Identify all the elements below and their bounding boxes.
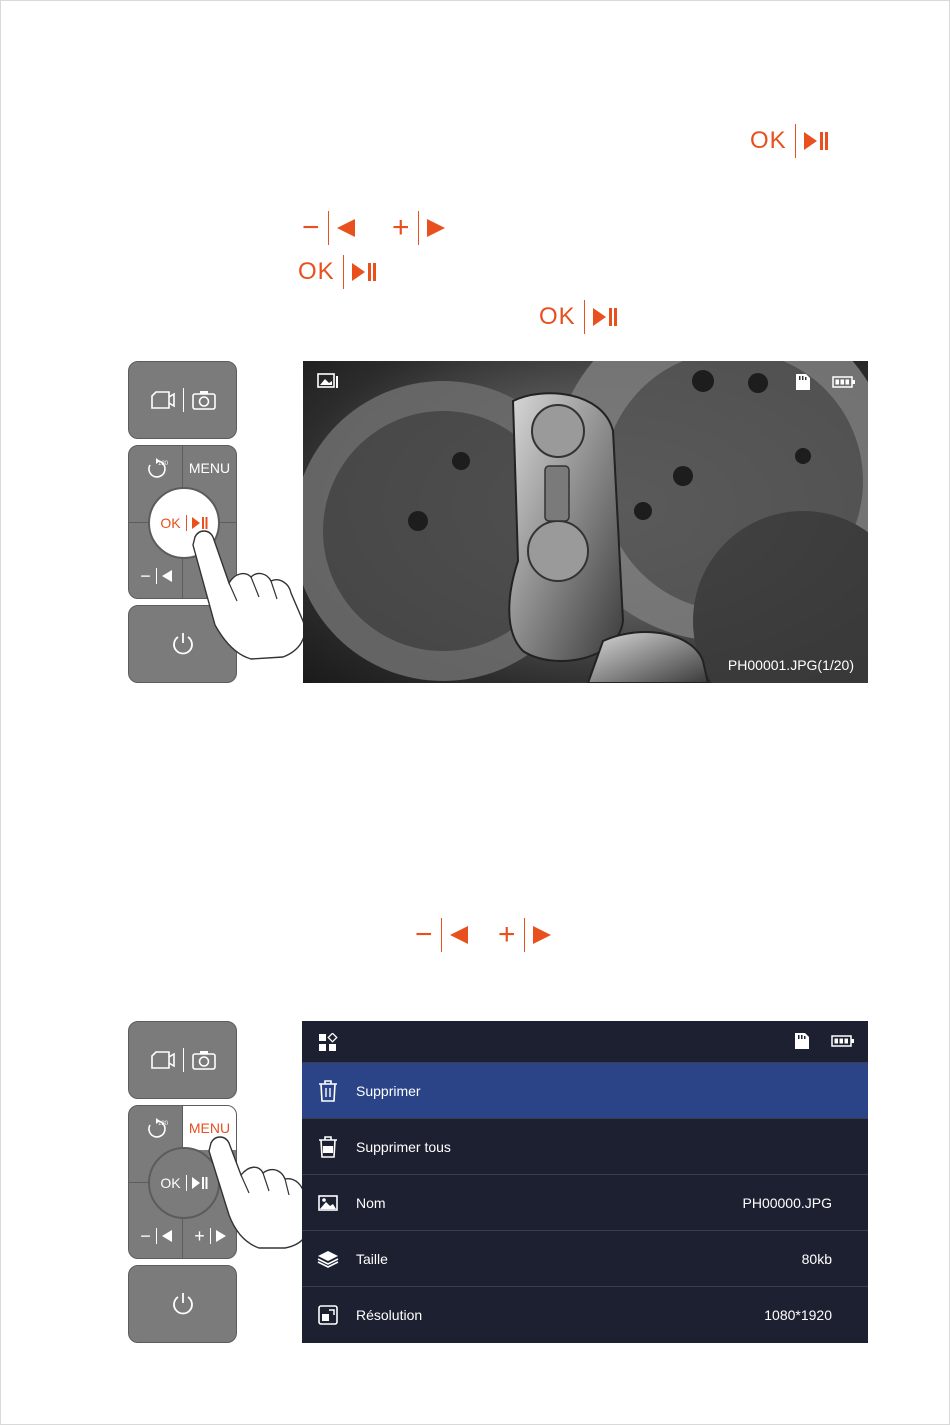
menu-item-nom[interactable] [302, 1175, 868, 1231]
ok-text: OK [298, 258, 335, 285]
menu-item-label: Supprimer [356, 1082, 421, 1099]
minus-left-button[interactable] [131, 1216, 181, 1256]
menu-item-label: Taille [356, 1250, 388, 1267]
battery-icon [832, 376, 856, 388]
resolution-icon [316, 1303, 340, 1327]
arrow-left-icon [450, 926, 468, 944]
photo-filename: PH00001.JPG(1/20) [727, 657, 854, 673]
sd-card-icon [794, 1032, 810, 1050]
svg-text:180: 180 [157, 461, 168, 467]
video-camera-icon [149, 390, 175, 410]
hand-pointer-icon [205, 1135, 315, 1250]
ok-play-symbol-1 [750, 124, 830, 158]
minus-text: − [302, 211, 320, 244]
rotate-button[interactable] [129, 446, 182, 490]
minus-text: − [415, 918, 433, 951]
menu-item-resolution[interactable] [302, 1287, 868, 1342]
hand-pointer-icon [185, 525, 310, 660]
photo-screen [303, 361, 868, 683]
minus-text: − [140, 565, 151, 586]
menu-item-value: 1080*1920 [764, 1306, 832, 1323]
plus-text: + [194, 1225, 205, 1246]
menu-item-supprimer[interactable] [302, 1063, 868, 1119]
video-camera-icon [149, 1050, 175, 1070]
menu-button[interactable] [183, 446, 236, 490]
menu-grid-icon [318, 1033, 338, 1053]
arrow-right-icon [533, 926, 551, 944]
minus-text: − [140, 1225, 151, 1246]
menu-item-value: PH00000.JPG [742, 1194, 832, 1211]
menu-label: MENU [188, 460, 231, 476]
play-pause-icon [352, 263, 378, 281]
arrow-right-icon [427, 219, 445, 237]
mode-button[interactable] [128, 361, 237, 439]
menu-header [302, 1021, 868, 1063]
menu-item-label: Résolution [356, 1306, 423, 1323]
power-button[interactable] [128, 1265, 237, 1343]
arrow-left-icon [162, 570, 172, 582]
power-icon [170, 1291, 196, 1317]
camera-icon [192, 1050, 216, 1070]
plus-right-symbol-1 [392, 211, 445, 245]
ok-play-symbol-2 [298, 255, 378, 289]
bike-chain-photo [303, 361, 868, 683]
sd-card-icon [795, 373, 811, 391]
mode-button[interactable] [128, 1021, 237, 1099]
ok-label: OK [160, 515, 181, 531]
menu-label: MENU [188, 1120, 231, 1136]
menu-item-label: Nom [356, 1194, 386, 1211]
rotate-button[interactable] [129, 1106, 182, 1150]
plus-text: + [498, 918, 516, 951]
trash-icon [316, 1079, 340, 1103]
trash-all-icon [316, 1135, 340, 1159]
ok-label: OK [160, 1175, 181, 1191]
rotate-180-icon [144, 1117, 168, 1139]
camera-icon [192, 390, 216, 410]
gallery-icon [317, 373, 339, 389]
info-menu-screen [302, 1021, 868, 1343]
layers-icon [316, 1247, 340, 1271]
image-icon [316, 1191, 340, 1215]
menu-item-taille[interactable] [302, 1231, 868, 1287]
menu-item-value: 80kb [801, 1250, 832, 1267]
play-pause-icon [593, 308, 619, 326]
ok-text: OK [750, 127, 787, 154]
play-pause-icon [804, 132, 830, 150]
menu-item-label: Supprimer tous [356, 1138, 451, 1155]
minus-left-symbol-2 [415, 918, 468, 952]
ok-text: OK [539, 303, 576, 330]
rotate-180-icon [144, 457, 168, 479]
arrow-left-icon [162, 1230, 172, 1242]
arrow-left-icon [337, 219, 355, 237]
menu-item-supprimer-tous[interactable] [302, 1119, 868, 1175]
plus-right-symbol-2 [498, 918, 551, 952]
minus-left-symbol-1 [302, 211, 355, 245]
battery-icon [831, 1035, 855, 1047]
ok-play-symbol-3 [539, 300, 619, 334]
minus-left-button[interactable] [131, 556, 181, 596]
svg-text:180: 180 [157, 1121, 168, 1127]
plus-text: + [392, 211, 410, 244]
